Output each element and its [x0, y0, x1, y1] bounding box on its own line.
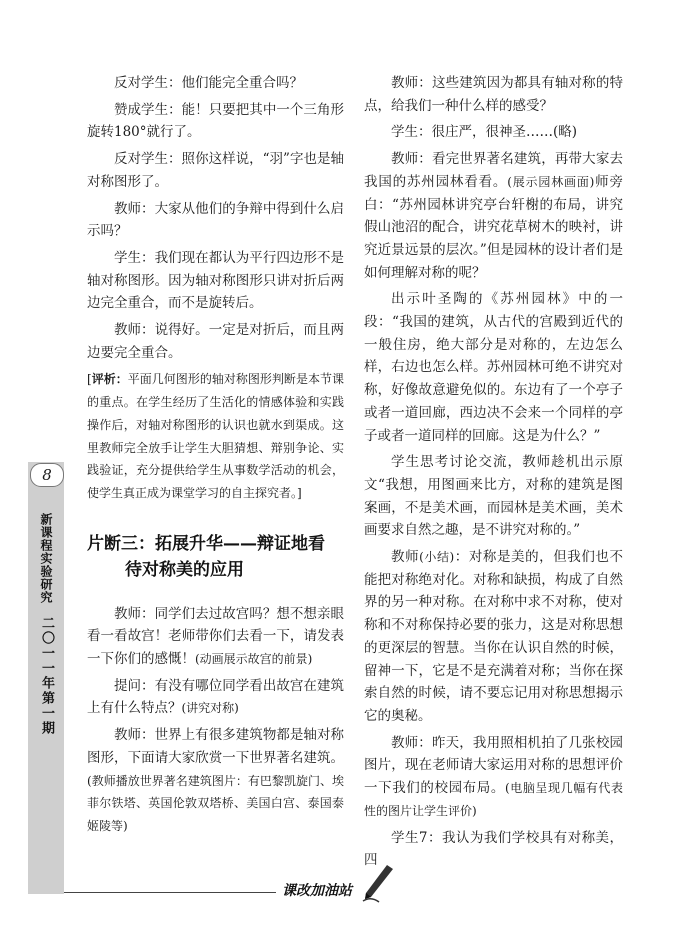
footer-brand: 课改加油站 — [282, 883, 352, 899]
section-heading — [87, 531, 344, 583]
paragraph: 教师：说得好。一定是对折后，而且两边要完全重合。 — [87, 322, 344, 361]
paragraph: 出示叶圣陶的《苏州园林》中的一段：“我国的建筑，从古代的宫殿到近代的一般住房，绝大部分是对称的，左边怎么样，右边也怎么样。苏州园林可绝不讲究对称，好像故意避免似的。东边有了一个亭子或者一道回廊，西边决不会来一个同样的亭子或者一道同样的回廊。这是为什么？” — [364, 291, 623, 444]
paragraph: 教师：昨天，我用照相机拍了几张校园图片，现在老师请大家运用对称的思想评价一下我们的校园布局。(电脑呈现几幅有代表性的图片让学生评价) — [364, 734, 624, 818]
right-column — [364, 72, 623, 876]
paragraph: 学生7：我认为我们学校具有对称美，四 — [364, 829, 623, 869]
paragraph: 学生思考讨论交流，教师趁机出示原文“我想，用图画来比方，对称的建筑是图案画，不是美术画，而园林是美术画，美术画要求自然之趣，是不讲究对称的。” — [364, 454, 623, 539]
paragraph: 教师：同学们去过故宫吗？想不想亲眼看一看故宫！老师带你们去看一下，请发表一下你们的感慨！(动画展示故宫的前景) — [87, 605, 344, 668]
paragraph: 反对学生：他们能完全重合吗？ — [114, 75, 303, 91]
footer-rule — [64, 892, 276, 893]
paragraph: 反对学生：照你这样说，“羽”字也是轴对称图形了。 — [87, 151, 344, 190]
paragraph: 学生：我们现在都认为平行四边形不是轴对称图形。因为轴对称图形只讲对折后两边完全重合，而不是旋转后。 — [87, 249, 344, 312]
page-number: 8 — [30, 463, 64, 487]
stage-note: (电脑呈现几幅有代表性的图片让学生评价) — [364, 781, 624, 818]
paragraph: 教师：大家从他们的争辩中得到什么启示吗？ — [87, 200, 344, 240]
review-text: 平面几何图形的轴对称图形判断是本节课的重点。在学生经历了生活化的情感体验和实践操作后，对轴对称图形的认识也就水到渠成。这里教师完全放手让学生大胆猜想、辩别争论、实践验证，充分提供给学生从事数学活动的机会，使学生真正成为课堂学习的自主探究者。 — [87, 372, 344, 500]
review-note: [评析：平面几何图形的轴对称图形判断是本节课的重点。在学生经历了生活化的情感体验和实践操作后，对轴对称图形的认识也就水到渠成。这里教师完全放手让学生大胆猜想、辩别争论、实践验证，充分提供给学生从事数学活动的机会，使学生真正成为课堂学习的自主探究者。] — [87, 372, 344, 500]
stage-note: (教师播放世界著名建筑图片：有巴黎凯旋门、埃菲尔铁塔、英国伦敦双塔桥、美国白宫、泰国泰姬陵等) — [87, 773, 344, 833]
left-column — [87, 72, 344, 842]
paragraph: 教师(小结)：对称是美的，但我们也不能把对称绝对化。对称和缺损，构成了自然界的另一种对称。在对称中求不对称，使对称和不对称保持必要的张力，这是对称思想的更深层的智慧。当你在认识自然的时候，留神一下，它是不是充满着对称；当你在探索自然的时候，请不要忘记用对称思想揭示它的奥秘。 — [364, 549, 623, 724]
paragraph: 教师：世界上有很多建筑物都是轴对称图形，下面请大家欣赏一下世界著名建筑。(教师播放世界著名建筑图片：有巴黎凯旋门、埃菲尔铁塔、英国伦敦双塔桥、美国白宫、泰国泰姬陵等) — [87, 727, 344, 833]
stage-note: (动画展示故宫的前景) — [195, 652, 313, 667]
pen-icon — [357, 863, 397, 905]
paragraph: 赞成学生：能！只要把其中一个三角形旋转180°就行了。 — [87, 101, 344, 141]
paragraph: 提问：有没有哪位同学看出故宫在建筑上有什么特点？(讲究对称) — [87, 677, 344, 717]
paragraph: 教师：这些建筑因为都具有轴对称的特点，给我们一种什么样的感受？ — [364, 75, 623, 114]
stage-note: (展示园林画面) — [507, 174, 595, 189]
stage-note: (小结) — [419, 550, 455, 565]
stage-note: (讲究对称) — [181, 701, 239, 716]
review-label: 评析： — [91, 372, 128, 387]
section-heading-line2: 待对称美的应用 — [125, 559, 244, 580]
section-heading-line1: 片断三：拓展升华——辩证地看 — [87, 533, 325, 554]
paragraph: 教师：看完世界著名建筑，再带大家去我国的苏州园林看看。(展示园林画面)师旁白：“苏州园林讲究亭台轩榭的布局，讲究假山池沼的配合，讲究花草树木的映衬，讲究近景远景的层次。”但是园林的设计者们是如何理解对称的呢？ — [364, 151, 624, 281]
issue-label: 二〇一一年第一期 — [39, 616, 54, 736]
paragraph: 学生：很庄严，很神圣……(略) — [391, 124, 578, 141]
journal-name: 新课程实验研究 — [39, 513, 53, 604]
